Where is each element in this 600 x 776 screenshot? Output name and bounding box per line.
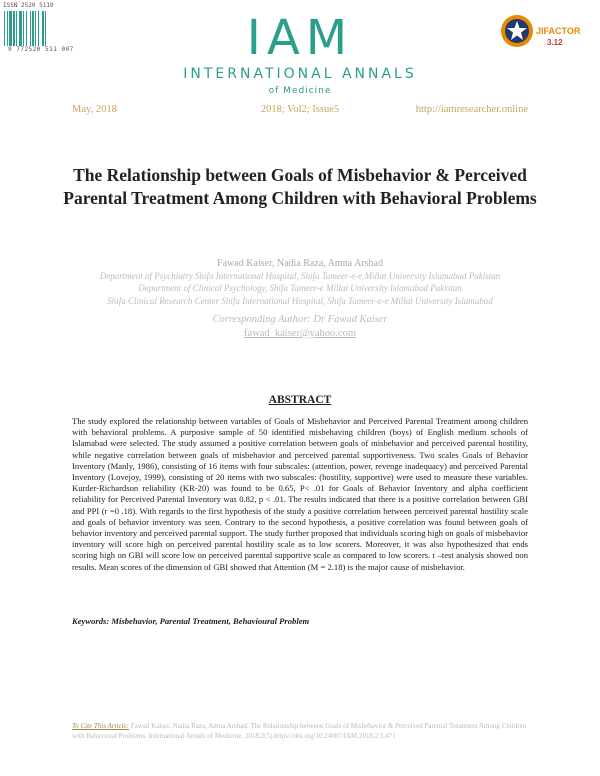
- affiliation-1: Department of Psychiatry Shifa International Hospital, Shifa Tameer-e-e Millat University Islamabad Pakistan: [99, 271, 501, 281]
- affiliation-2: Department of Clinical Psychology, Shifa Tameer-e Millat University Islamabad Pakistan: [138, 283, 462, 293]
- jifactor-label: JIFACTOR: [536, 26, 581, 36]
- journal-logo-name: INTERNATIONAL ANNALS: [183, 66, 417, 82]
- corresponding-author: Corresponding Author: Dr Fawad Kaiser: [212, 314, 388, 325]
- journal-logo-acronym: IAM: [246, 10, 354, 66]
- jifactor-badge-icon: [500, 14, 534, 48]
- journal-logo-sub: of Medicine: [268, 86, 332, 96]
- citation-text: Fawad Kaiser, Nadia Raza, Amna Arshad. The Relationship between Goals of Misbehavior & Perceived Parental Treatment Among Children with Behavioral Problems. International Annals of Medicine. 2018;2(5).https://doi.org/10.24087/IAM.2018.2.5.471: [72, 722, 527, 740]
- publication-date: May, 2018: [72, 104, 117, 115]
- paper-title: The Relationship between Goals of Misbehavior & Perceived Parental Treatment Among Children with Behavioral Problems: [63, 165, 537, 208]
- keywords: Keywords: Misbehavior, Parental Treatment, Behavioural Problem: [72, 616, 310, 626]
- barcode-issn: ISSN 2520 5110: [3, 2, 54, 9]
- affiliation-3: Shifa Clinical Research Center Shifa International Hospital, Shifa Tameer-e-e Millat University Islamabad: [107, 296, 493, 306]
- abstract-body: The study explored the relationship between variables of Goals of Misbehavior and Perceived Parental Treatment among children with behavioral problems. A purposive sample of 50 identified misbehaving children (boys) of English medium schools of Islamabad were selected. The study assumed a positive correlation between goals of misbehavior and perceived parental hostility, while negative correlation between goals of misbehavior and perceived parental supportiveness. Two scales Goals of Behavior Inventory (Manly, 1986), consisting of 16 items with four subscales: (attention, power, revenge inadequacy) and perceived Parental Inventory (Lovejoy, 1999), consisting of 20 items with two subscales: (hostility, supportive) were used to measure these variables. Kurder-Richardson reliability (KR-20) was found to be 0.65, P< .01 for Goals of Behavior Inventory and alpha coefficient reliability for Perceived Parental Inventory was 0.82, p < .01. The results indicated that there is a positive correlation between GBI and PPI (r =0 .18). With regards to the first hypothesis of the study a positive correlation between perceived parental hostility scale and goals of behavior inventory was seen. Contrary to the second hypothesis, a positive correlation was found between goals of behavior inventory and perceived parental support. The study further proposed that individuals scoring high on goals of misbehavior inventory will score high on perceived parental hostility scale as to low scorers. Moreover, it was also hypothesized that ends scoring high on GBI will score low on perceived parental supportive scale as compared to low scorers. t –test analysis showed non results. Mean scores of the dimension of GBI showed that Attention (M = 2.18) is the major cause of misbehavior.: [72, 416, 528, 572]
- author-email-link[interactable]: fawad_kaiser@yahoo.com: [243, 328, 356, 339]
- citation-footer: [72, 722, 528, 741]
- jifactor-value: 3.12: [547, 38, 563, 47]
- volume-issue: 2018; Vol2; Issue5: [260, 104, 340, 115]
- journal-url[interactable]: http://iamresearcher.online: [415, 104, 528, 115]
- barcode-number: 9 772520 511 007: [8, 46, 74, 53]
- author-list: Fawad Kaiser, Nadia Raza, Amna Arshad: [217, 258, 383, 269]
- abstract-heading: ABSTRACT: [268, 394, 332, 406]
- citation-label: To Cite This Article:: [72, 722, 129, 730]
